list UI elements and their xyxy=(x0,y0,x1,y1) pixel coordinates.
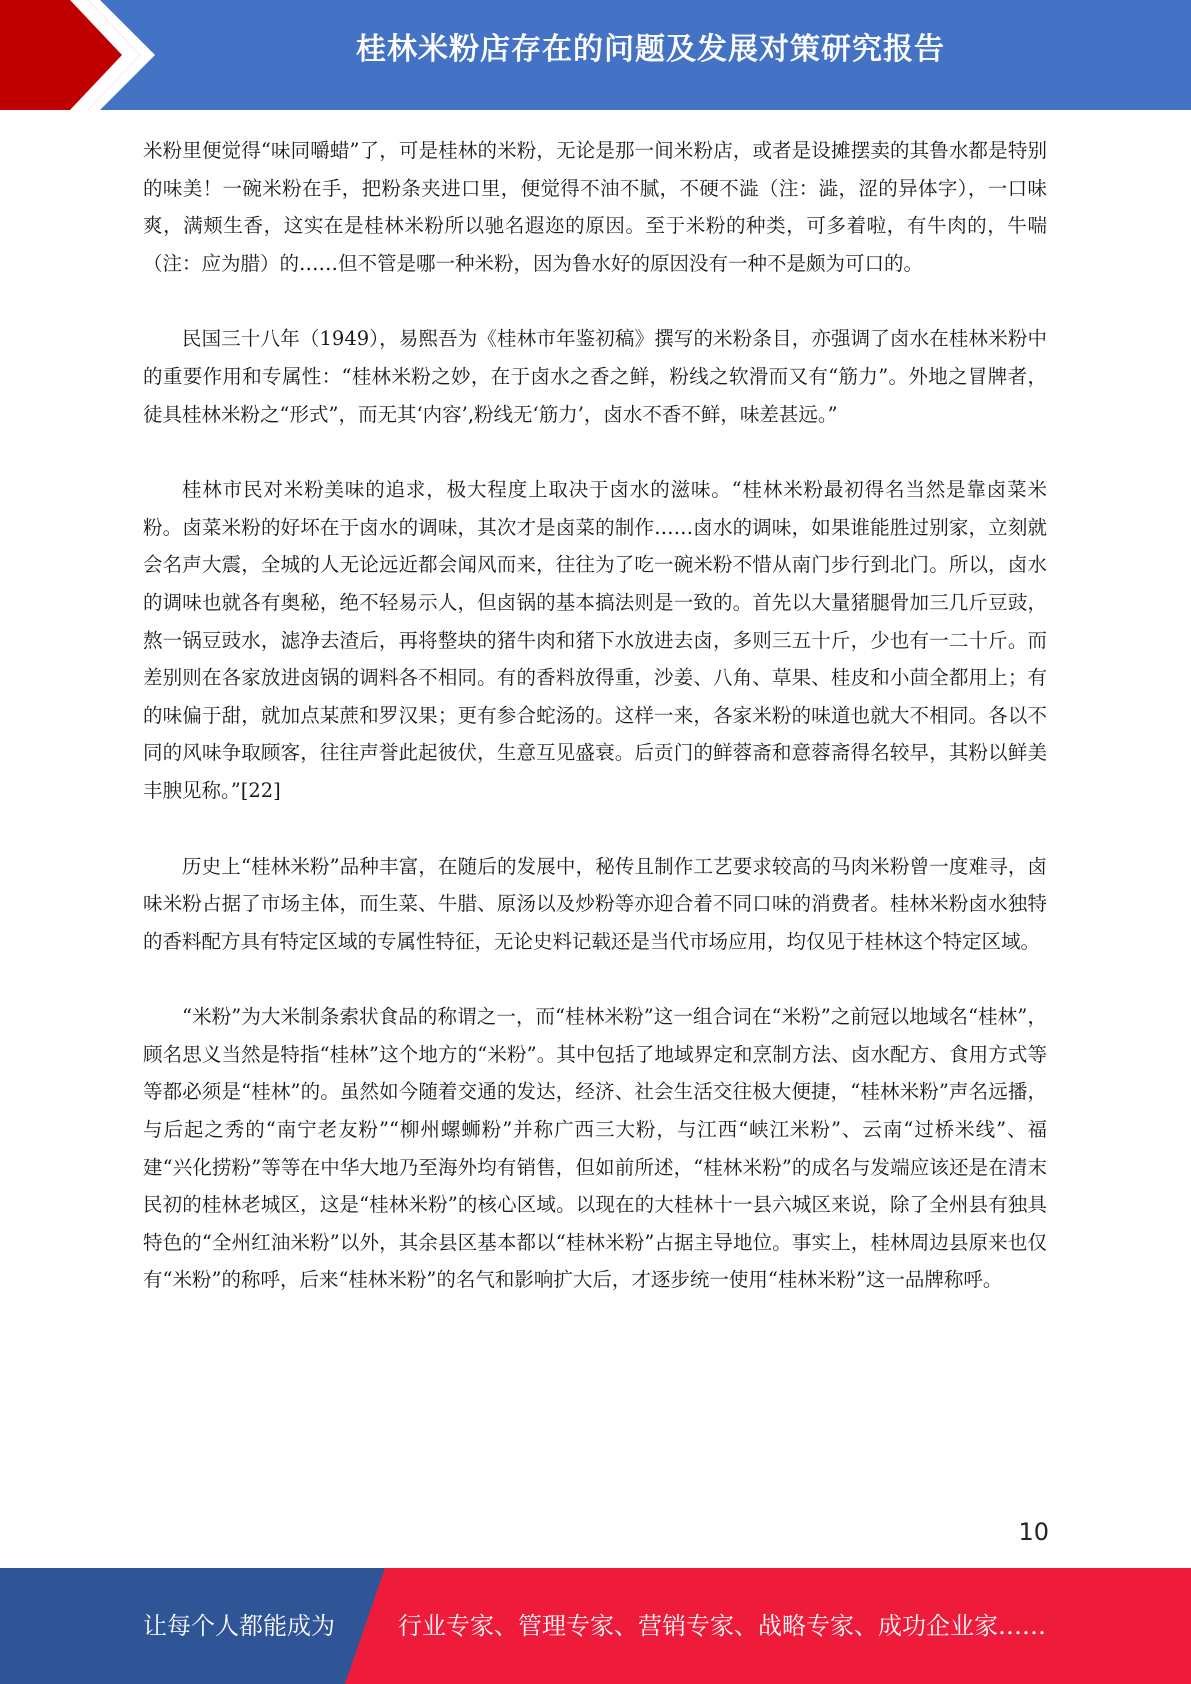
page-number: 10 xyxy=(1018,1518,1049,1546)
document-body xyxy=(143,132,1047,1337)
page-footer xyxy=(0,1568,1191,1684)
paragraph-1: 米粉里便觉得“味同嚼蜡”了，可是桂林的米粉，无论是那一间米粉店，或者是设摊摆卖的其鲁水都是特别的味美！一碗米粉在手，把粉条夹进口里，便觉得不油不腻，不硬不澁（注：澁，涩的异体字），一口味爽，满颊生香，这实在是桂林米粉所以驰名遐迩的原因。至于米粉的种类，可多着啦，有牛肉的，牛喘（注：应为腊）的……但不管是哪一种米粉，因为鲁水好的原因没有一种不是颇为可口的。 xyxy=(143,139,1047,275)
footer-slogan-right: 行业专家、管理专家、营销专家、战略专家、成功企业家…… xyxy=(398,1612,1046,1640)
header-arrow-graphic xyxy=(0,0,160,110)
page-header xyxy=(0,0,1191,110)
paragraph-2: 民国三十八年（1949），易熙吾为《桂林市年鉴初稿》撰写的米粉条目，亦强调了卤水在桂林米粉中的重要作用和专属性：“桂林米粉之妙，在于卤水之香之鲜，粉线之软滑而又有“筋力”。外地之冒牌者，徒具桂林米粉之“形式”，而无其‘内容’,粉线无‘筋力’，卤水不香不鲜，味差甚远。” xyxy=(143,327,1047,426)
footer-slogan-left: 让每个人都能成为 xyxy=(143,1612,335,1640)
paragraph-5: “米粉”为大米制条索状食品的称谓之一，而“桂林米粉”这一组合词在“米粉”之前冠以地域名“桂林”，顾名思义当然是特指“桂林”这个地方的“米粉”。其中包括了地域界定和烹制方法、卤水配方、食用方式等等都必须是“桂林”的。虽然如今随着交通的发达，经济、社会生活交往极大便捷，“桂林米粉”声名远播，与后起之秀的“南宁老友粉”“柳州螺蛳粉”并称广西三大粉，与江西“峡江米粉”、云南“过桥米线”、福建“兴化捞粉”等等在中华大地乃至海外均有销售，但如前所述，“桂林米粉”的成名与发端应该还是在清末民初的桂林老城区，这是“桂林米粉”的核心区域。以现在的大桂林十一县六城区来说，除了全州县有独具特色的“全州红油米粉”以外，其余县区基本都以“桂林米粉”占据主导地位。事实上，桂林周边县原来也仅有“米粉”的称呼，后来“桂林米粉”的名气和影响扩大后，才逐步统一使用“桂林米粉”这一品牌称呼。 xyxy=(143,1005,1047,1292)
document-title: 桂林米粉店存在的问题及发展对策研究报告 xyxy=(356,32,945,67)
paragraph-3: 桂林市民对米粉美味的追求，极大程度上取决于卤水的滋味。“桂林米粉最初得名当然是靠卤菜米粉。卤菜米粉的好坏在于卤水的调味，其次才是卤菜的制作……卤水的调味，如果谁能胜过别家，立刻就会名声大震，全城的人无论远近都会闻风而来，往往为了吃一碗米粉不惜从南门步行到北门。所以，卤水的调味也就各有奥秘，绝不轻易示人，但卤锅的基本搞法则是一致的。首先以大量猪腿骨加三几斤豆豉，熬一锅豆豉水，滤净去渣后，再将整块的猪牛肉和猪下水放进去卤，多则三五十斤，少也有一二十斤。而差别则在各家放进卤锅的调料各不相同。有的香料放得重，沙姜、八角、草果、桂皮和小茴全都用上；有的味偏于甜，就加点某蔗和罗汉果；更有参合蛇汤的。这样一来，各家米粉的味道也就大不相同。各以不同的风味争取顾客，往往声誉此起彼伏，生意互见盛衰。后贡门的鲜蓉斋和意蓉斋得名较早，其粉以鲜美丰腴见称。”[22] xyxy=(143,478,1047,802)
paragraph-4: 历史上“桂林米粉”品种丰富，在随后的发展中，秘传且制作工艺要求较高的马肉米粉曾一度难寻，卤味米粉占据了市场主体，而生菜、牛腊、原汤以及炒粉等亦迎合着不同口味的消费者。桂林米粉卤水独特的香料配方具有特定区域的专属性特征，无论史料记载还是当代市场应用，均仅见于桂林这个特定区域。 xyxy=(143,854,1047,953)
